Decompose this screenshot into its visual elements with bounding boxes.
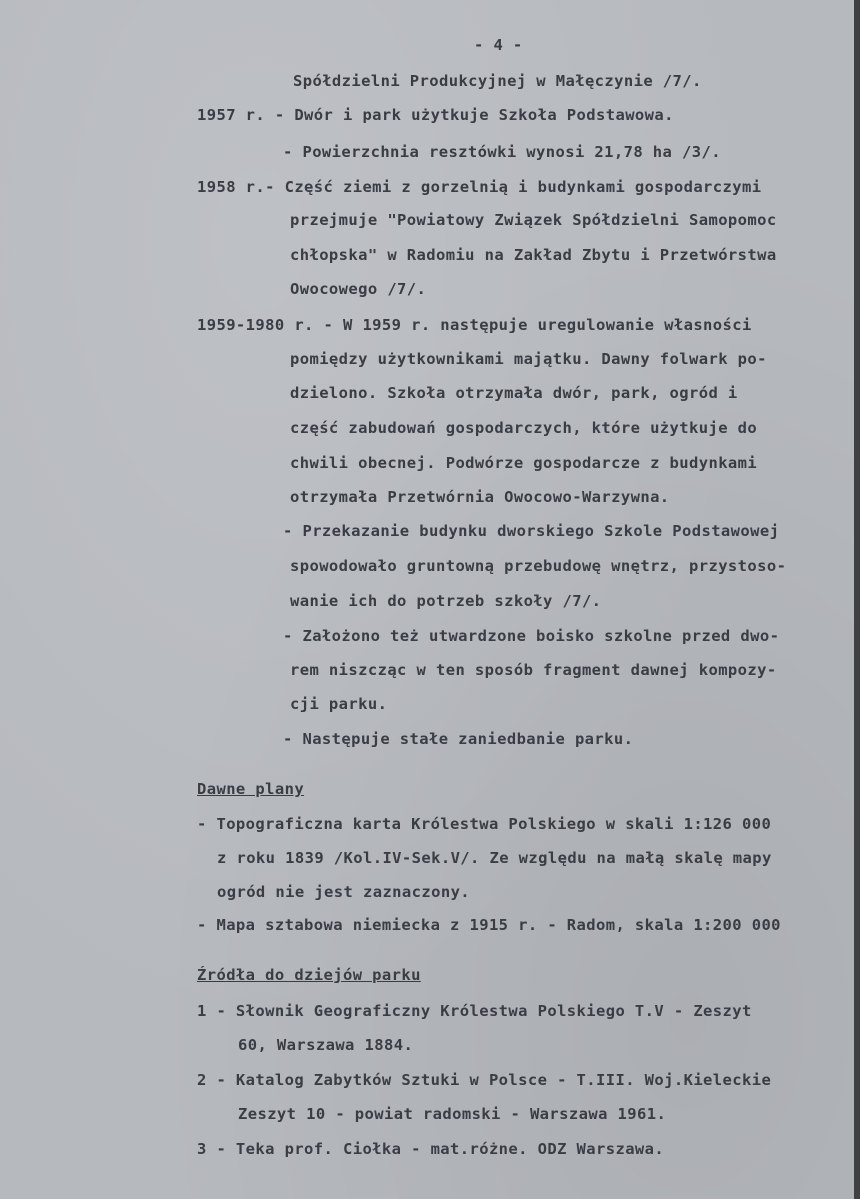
text-line: Spółdzielni Produkcyjnej w Małęczynie /7/. [293, 72, 702, 90]
text-line: - Przekazanie budynku dworskiego Szkole Podstawowej [283, 522, 780, 540]
text-line: dzielono. Szkoła otrzymała dwór, park, ogród i [290, 384, 738, 402]
text-line: cji parku. [290, 695, 388, 713]
text-line: otrzymała Przetwórnia Owocowo-Warzywna. [290, 488, 670, 506]
text-line: wanie ich do potrzeb szkoły /7/. [290, 592, 602, 610]
text-line: spowodowało gruntowną przebudowę wnętrz, przystoso- [290, 557, 787, 575]
text-line: rem niszcząc w ten sposób fragment dawnej kompozy- [290, 661, 777, 679]
text-line: - Założono też utwardzone boisko szkolne przed dwo- [283, 627, 780, 645]
text-line: 3 - Teka prof. Ciołka - mat.różne. ODZ Warszawa. [197, 1140, 665, 1158]
text-line: część zabudowań gospodarczych, które użytkuje do [290, 419, 758, 437]
text-line: - Mapa sztabowa niemiecka z 1915 r. - Radom, skala 1:200 000 [197, 916, 781, 934]
text-line: - Powierzchnia resztówki wynosi 21,78 ha /3/. [283, 143, 721, 161]
text-line: 1957 r. - Dwór i park użytkuje Szkoła Podstawowa. [197, 106, 674, 124]
text-line: chwili obecnej. Podwórze gospodarcze z budynkami [290, 454, 758, 472]
text-line: 2 - Katalog Zabytków Sztuki w Polsce - T.III. Woj.Kieleckie [197, 1071, 772, 1089]
text-line: - Topograficzna karta Królestwa Polskiego w skali 1:126 000 [197, 815, 772, 833]
page-edge [854, 0, 860, 1199]
text-line: 1 - Słownik Geograficzny Królestwa Polskiego T.V - Zeszyt [197, 1002, 752, 1020]
text-line: 1958 r.- Część ziemi z gorzelnią i budynkami gospodarczymi [197, 178, 762, 196]
text-line: Zeszyt 10 - powiat radomski - Warszawa 1961. [238, 1105, 667, 1123]
text-line: - Następuje stałe zaniedbanie parku. [283, 730, 634, 748]
text-line: przejmuje "Powiatowy Związek Spółdzielni Samopomoc [290, 211, 777, 229]
text-line: z roku 1839 /Kol.IV-Sek.V/. Ze względu na małą skalę mapy [217, 849, 772, 867]
text-line: Owocowego /7/. [290, 280, 427, 298]
section-heading-plans: Dawne plany [197, 780, 305, 798]
text-line: 1959-1980 r. - W 1959 r. następuje uregulowanie własności [197, 316, 752, 334]
section-heading-sources: Źródła do dziejów parku [197, 966, 421, 984]
text-line: chłopska" w Radomiu na Zakład Zbytu i Przetwórstwa [290, 246, 777, 264]
text-line: 60, Warszawa 1884. [238, 1036, 414, 1054]
text-line: pomiędzy użytkownikami majątku. Dawny folwark po- [290, 350, 767, 368]
page-number: - 4 - [474, 36, 523, 54]
text-line: ogród nie jest zaznaczony. [217, 883, 471, 901]
